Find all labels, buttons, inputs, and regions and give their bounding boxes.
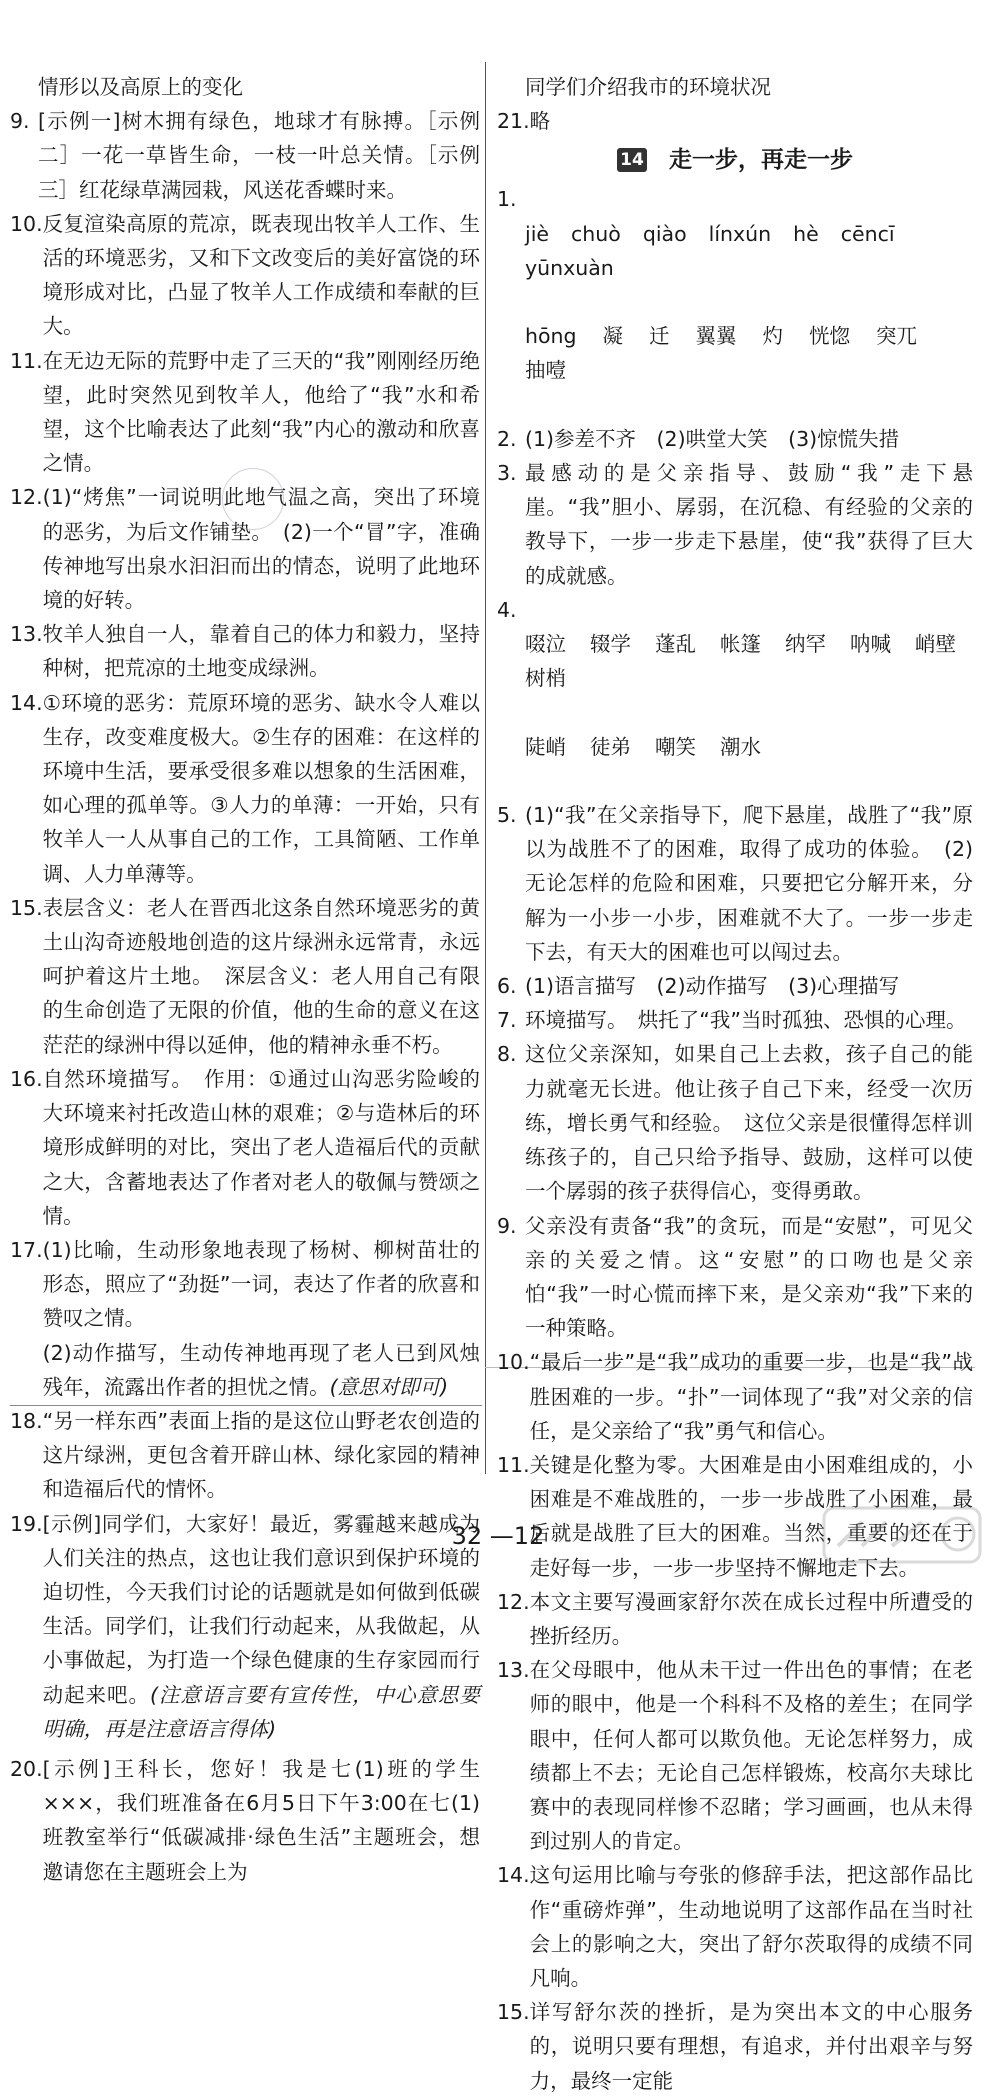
item-note: (意思对即可): [329, 1374, 449, 1399]
left-continuation: 情形以及高原上的变化: [38, 75, 243, 99]
item-text: ①环境的恶劣：荒原环境的恶劣、缺水令人难以生存，改变难度极大。②生存的困难：在这样的环境中生活，要承受很多难以想象的生活困难，如心理的孤单等。③人力的单薄：一开始，只有牧羊人一人从事自己的工作，工具简陋、工作单调、人力单薄等。: [42, 690, 480, 886]
item-number: 12.: [10, 485, 43, 510]
word-answer: hōng: [525, 324, 577, 349]
item-number: 1.: [497, 187, 517, 212]
item-text: [示例]王科长，您好！我是七(1)班的学生×××，我们班准备在6月5日下午3:00在七(1)班教室举行“低碳减排·绿色生活”主题班会，想邀请您在主题班会上为: [42, 1756, 480, 1884]
word-answer: 辍学: [590, 632, 631, 657]
item-text: [525, 182, 973, 421]
item-text: 这句运用比喻与夸张的修辞手法，把这部作品比作“重磅炸弹”，生动地说明了这部作品在当时社会上的影响之大，突出了舒尔茨取得的成绩不同凡响。: [529, 1863, 973, 1990]
answer-item: [497, 1585, 973, 1653]
pinyin-answer: qiào: [642, 221, 687, 246]
item-text: 最感动的是父亲指导、鼓励“我”走下悬崖。“我”胆小、孱弱，在沉稳、有经验的父亲的教导下，一步一步走下悬崖，使“我”获得了巨大的成就感。: [525, 461, 973, 588]
item-number: 13.: [497, 1658, 530, 1683]
item-text: 反复渲染高原的荒凉，既表现出牧羊人工作、生活的环境恶劣，又和下文改变后的美好富饶的环境形成对比，凸显了牧羊人工作成绩和奉献的巨大。: [42, 211, 480, 339]
word-answer: 帐篷: [720, 632, 761, 657]
item-number: 10.: [10, 211, 43, 236]
item-number: 19.: [10, 1511, 43, 1536]
item-text: (1)语言描写 (2)动作描写 (3)心理描写: [525, 974, 900, 999]
answer-item: [497, 456, 973, 593]
item-text-part: [示例]同学们，大家好！最近，雾霾越来越成为人们关注的热点，这也让我们意识到保护环境的迫切性，今天我们讨论的话题就是如何做到低碳生活。同学们，让我们行动起来，从我做起，从小事做起，为打造一个绿色健康的生存家园而行动起来吧。: [42, 1511, 480, 1707]
item-text: 在无边无际的荒野中走了三天的“我”刚刚经历绝望，此时突然见到牧羊人，他给了“我”水和希望，这个比喻表达了此刻“我”内心的激动和欣喜之情。: [42, 348, 480, 476]
answer-item: [10, 207, 480, 344]
word-answer: 迁: [649, 324, 670, 349]
answer-item: [10, 617, 480, 685]
item-number: 10.: [497, 1350, 530, 1375]
watermark-logo: [822, 1506, 982, 1590]
item-number: 12.: [497, 1589, 530, 1614]
word-answer: 凝: [602, 324, 624, 349]
answer-item: [497, 1003, 973, 1037]
item-text: [525, 593, 973, 798]
answer-item: [497, 1653, 973, 1858]
word-answer: 潮水: [720, 734, 761, 759]
word-answer: 恍惚: [809, 324, 851, 349]
right-continuation: 同学们介绍我市的环境状况: [525, 75, 771, 99]
item-text: 略: [529, 109, 551, 134]
item-text: 牧羊人独自一人，靠着自己的体力和毅力，坚持种树，把荒凉的土地变成绿洲。: [42, 622, 480, 681]
answer-item: [497, 1345, 973, 1448]
section-number-badge: 14: [617, 148, 647, 172]
item-number: 15.: [497, 2000, 530, 2025]
answer-item: [10, 1233, 480, 1404]
word-row: [525, 627, 973, 695]
word-answer: 呐喊: [850, 632, 891, 657]
item-text: (1)参差不齐 (2)哄堂大笑 (3)惊慌失措: [525, 426, 900, 451]
item-text: 环境描写。 烘托了“我”当时孤独、恐惧的心理。: [525, 1008, 967, 1033]
word-answer: 翼翼: [695, 324, 737, 349]
ink-stamp: [222, 468, 284, 530]
word-answer: 抽噎: [525, 358, 566, 383]
item-number: 3.: [497, 461, 517, 486]
item-number: 7.: [497, 1008, 517, 1033]
answer-item: [10, 891, 480, 1062]
word-row: [525, 730, 973, 764]
answer-item: [10, 104, 480, 207]
answer-item: [497, 1858, 973, 1995]
item-text: 父亲没有责备“我”的贪玩，而是“安慰”，可见父亲的关爱之情。这“安慰”的口吻也是父亲怕“我”一时心慌而摔下来，是父亲劝“我”下来的一种策略。: [525, 1213, 973, 1341]
item-number: 11.: [10, 348, 43, 373]
word-answer: 蓬乱: [655, 632, 696, 657]
word-answer: 啜泣: [525, 632, 566, 657]
section-title: 走一步，再走一步: [669, 146, 853, 174]
answer-item: [497, 593, 973, 798]
word-answer: 纳罕: [785, 632, 826, 657]
answer-item: [497, 969, 973, 1003]
item-text: [示例一]树木拥有绿色，地球才有脉搏。［示例二］一花一草皆生命，一枝一叶总关情。［示例三］红花绿草满园栽，风送花香蝶时来。: [38, 109, 480, 202]
answer-item: [10, 686, 480, 891]
item-number: 8.: [497, 1042, 517, 1067]
item-number: 9.: [10, 109, 30, 134]
pinyin-answer: chuò: [571, 221, 621, 246]
answer-item: [497, 104, 973, 138]
item-text: 关键是化整为零。大困难是由小困难组成的，小困难是不难战胜的，一步一步战胜了小困难，最后就是战胜了巨大的困难。当然，重要的还在于走好每一步，一步一步坚持不懈地走下去。: [529, 1452, 973, 1580]
item-text: 自然环境描写。 作用：①通过山沟恶劣险峻的大环境来衬托改造山林的艰难；②与造林后的环境形成鲜明的对比，突出了老人造福后代的贡献之大，含蓄地表达了作者对老人的敬佩与赞颂之情。: [42, 1066, 480, 1228]
word-answer: 徒弟: [590, 734, 631, 759]
item-number: 11.: [497, 1452, 530, 1477]
item-number: 16.: [10, 1066, 43, 1091]
item-number: 6.: [497, 974, 517, 999]
left-column: [10, 70, 480, 1889]
item-text: 表层含义：老人在晋西北这条自然环境恶劣的黄土山沟奇迹般地创造的这片绿洲永远常青，永远呵护着这片土地。 深层含义：老人用自己有限的生命创造了无限的价值，他的生命的意义在这茫茫的绿洲中得以延伸，他的精神永垂不朽。: [42, 895, 480, 1057]
item-number: 21.: [497, 109, 530, 134]
item-number: 9.: [497, 1213, 517, 1238]
item-text: “另一样东西”表面上指的是这位山野老农创造的这片绿洲，更包含着开辟山林、绿化家园的精神和造福后代的情怀。: [42, 1408, 480, 1502]
item-text-part: (1)比喻，生动形象地表现了杨树、柳树苗壮的形态，照应了“劲挺”一词，表达了作者的欣喜和赞叹之情。: [42, 1237, 480, 1331]
pinyin-answer: yūnxuàn: [525, 255, 614, 280]
item-number: 14.: [497, 1863, 530, 1888]
item-text: (1)“烤焦”一词说明此地气温之高，突出了环境的恶劣，为后文作铺垫。 (2)一个“冒”字，准确传神地写出泉水汩汩而出的情态，说明了此地环境的好转。: [42, 485, 480, 613]
item-number: 15.: [10, 895, 43, 920]
item-number: 13.: [10, 622, 43, 647]
item-text: 在父母眼中，他从未干过一件出色的事情；在老师的眼中，他是一个科科不及格的差生；在同学眼中，任何人都可以欺负他。无论怎样努力，成绩都上不去；无论自己怎样锻炼，校高尔夫球比赛中的表现同样惨不忍睹；学习画画，也从未得到过别人的肯定。: [529, 1658, 973, 1854]
answer-item: [497, 798, 973, 969]
page-number: 32 —12: [451, 1522, 545, 1550]
item-number: 20.: [10, 1756, 43, 1781]
item-note: (注意语言要有宣传性，中心意思要明确，再是注意语言得体): [42, 1682, 481, 1741]
word-row: [525, 319, 973, 387]
answer-item: [497, 182, 973, 421]
answer-item: [497, 1995, 973, 2098]
item-text: [43, 1233, 480, 1404]
answer-item: [10, 1404, 480, 1507]
answer-item: [10, 1752, 480, 1889]
right-column: [497, 70, 973, 2098]
item-number: 18.: [10, 1408, 43, 1433]
pinyin-answer: hè: [793, 221, 819, 246]
word-answer: 陡峭: [525, 734, 566, 759]
item-number: 2.: [497, 426, 517, 451]
section-heading: [497, 140, 973, 180]
pinyin-answer: cēncī: [840, 221, 895, 246]
answer-item: [497, 422, 973, 456]
answer-item: [10, 1062, 480, 1233]
word-answer: 突兀: [876, 324, 918, 349]
pinyin-answer: línxún: [708, 221, 772, 246]
answer-item: [10, 344, 480, 481]
item-text: 本文主要写漫画家舒尔茨在成长过程中所遭受的挫折经历。: [529, 1589, 973, 1648]
pinyin-answer: jiè: [525, 221, 550, 246]
item-number: 4.: [497, 597, 517, 622]
word-answer: 树梢: [525, 666, 566, 691]
answer-item: [497, 1209, 973, 1346]
word-answer: 灼: [762, 324, 784, 349]
item-number: 14.: [10, 690, 43, 715]
word-answer: 峭壁: [915, 632, 956, 657]
item-number: 5.: [497, 803, 517, 828]
item-number: 17.: [10, 1237, 43, 1262]
item-text: “最后一步”是“我”成功的重要一步，也是“我”战胜困难的一步。“扑”一词体现了“我”对父亲的信任，是父亲给了“我”勇气和信心。: [529, 1350, 973, 1443]
item-text: 这位父亲深知，如果自己上去救，孩子自己的能力就毫无长进。他让孩子自己下来，经受一次历练，增长勇气和经验。 这位父亲是很懂得怎样训练孩子的，自己只给予指导、鼓励，这样可以使一个孱弱的孩子获得信心，变得勇敢。: [525, 1042, 973, 1204]
item-text: (1)“我”在父亲指导下，爬下悬崖，战胜了“我”原以为战胜不了的困难，取得了成功的体验。 (2)无论怎样的危险和困难，只要把它分解开来，分解为一小步一小步，困难就不大了。一步一步走下去，有天大的困难也可以闯过去。: [525, 803, 973, 964]
item-text-part: (2)动作描写，生动传神地再现了老人已到风烛残年，流露出作者的担忧之情。: [42, 1340, 480, 1399]
answer-item: [497, 1037, 973, 1208]
word-answer: 嘲笑: [655, 734, 696, 759]
column-divider: [485, 62, 486, 1474]
pinyin-row: [525, 217, 973, 285]
item-text: 详写舒尔茨的挫折，是为突出本文的中心服务的，说明只要有理想，有追求，并付出艰辛与努力，最终一定能: [529, 2000, 973, 2093]
